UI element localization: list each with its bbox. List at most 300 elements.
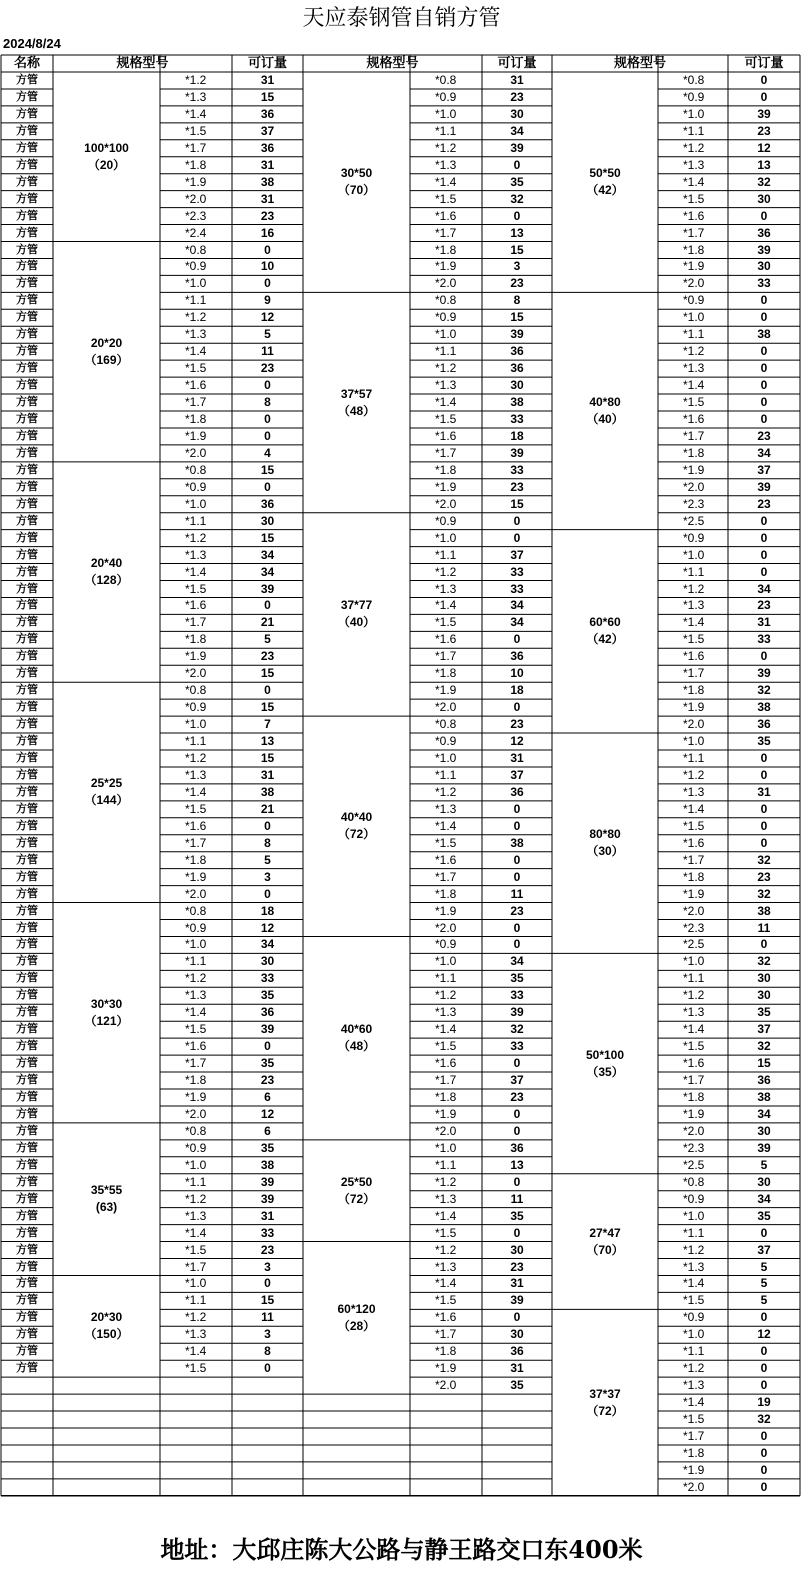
spec-size: 100*100 <box>84 140 129 155</box>
qty-cell <box>482 1445 552 1462</box>
spec-size-cell: *1.7 <box>185 395 207 410</box>
qty-cell: 7 <box>264 717 271 732</box>
row-name: 方管 <box>16 412 38 425</box>
spec-size-cell: *0.9 <box>185 920 207 935</box>
qty-cell: 23 <box>757 496 771 511</box>
spec-size-cell: *1.1 <box>435 1157 457 1172</box>
qty-cell: 0 <box>264 378 271 393</box>
qty-cell: 36 <box>260 140 275 155</box>
spec-size-cell: *1.6 <box>185 378 207 393</box>
qty-cell <box>482 1428 552 1445</box>
spec-size-cell: *1.0 <box>185 937 207 952</box>
spec-size-cell: *1.0 <box>185 1157 207 1172</box>
spec-size-cell: *1.4 <box>683 378 705 393</box>
spec-size-cell: *1.3 <box>683 598 705 613</box>
address-footer: 地址：大邱庄陈大公路与静王路交口东400米 <box>160 1535 643 1564</box>
spec-size-cell: *1.5 <box>683 818 705 833</box>
spec-size-cell: *1.8 <box>683 869 705 884</box>
qty-cell: 34 <box>510 598 524 613</box>
spec-count: （48） <box>337 1039 376 1054</box>
spec-size-cell: *0.9 <box>185 259 207 274</box>
row-name: 方管 <box>16 191 38 205</box>
qty-cell: 33 <box>757 276 771 291</box>
qty-cell: 0 <box>760 1462 768 1477</box>
row-name: 方管 <box>16 1174 38 1188</box>
spec-size-cell: *1.5 <box>185 1361 207 1376</box>
spec-size-cell: *1.7 <box>683 852 705 867</box>
row-name: 方管 <box>16 1344 38 1358</box>
spec-size-cell: *1.6 <box>185 1039 207 1054</box>
spec-size: 80*80 <box>589 827 621 842</box>
qty-cell: 38 <box>757 1090 771 1104</box>
spec-size: 35*55 <box>90 1183 123 1198</box>
spec-size-cell: *2.0 <box>683 1479 705 1494</box>
spec-size-cell: *1.5 <box>435 412 457 426</box>
spec-size-cell: *1.0 <box>435 327 457 342</box>
spec-group-label <box>303 386 410 420</box>
spec-size-cell: *1.6 <box>185 598 207 613</box>
report-date: 2024/8/24 <box>3 36 61 51</box>
qty-cell: 0 <box>513 513 521 528</box>
qty-cell: 33 <box>510 412 524 426</box>
row-name: 方管 <box>16 683 38 697</box>
spec-size-cell: *2.0 <box>185 1106 207 1121</box>
spec-count: （42） <box>586 183 624 198</box>
spec-group-label <box>53 996 160 1030</box>
qty-cell: 19 <box>757 1395 771 1410</box>
row-name: 方管 <box>16 988 38 1002</box>
row-name: 方管 <box>16 496 38 510</box>
qty-cell: 39 <box>510 327 524 342</box>
qty-cell: 35 <box>260 1056 275 1071</box>
qty-cell: 0 <box>760 1445 768 1460</box>
spec-size: 20*30 <box>90 1310 123 1325</box>
spec-count: （48） <box>337 403 376 418</box>
row-name: 方管 <box>16 954 38 968</box>
spec-size-cell: *1.3 <box>435 801 457 816</box>
qty-cell: 38 <box>260 784 275 799</box>
qty-cell: 15 <box>510 496 524 511</box>
spec-size-cell: *1.3 <box>435 157 457 172</box>
qty-cell: 23 <box>510 903 524 918</box>
spec-size-cell: *1.2 <box>185 971 207 986</box>
spec-size-cell: *1.5 <box>435 1039 457 1054</box>
spec-size-cell: *1.9 <box>683 259 705 274</box>
qty-cell: 30 <box>757 988 771 1003</box>
qty-cell: 23 <box>260 208 275 223</box>
spec-size-cell: *1.4 <box>185 1005 207 1020</box>
spec-size-cell: *1.5 <box>683 191 705 206</box>
qty-cell: 15 <box>510 242 524 257</box>
row-name: 方管 <box>16 378 38 392</box>
qty-cell: 11 <box>261 344 274 359</box>
qty-cell: 0 <box>513 937 521 952</box>
spec-size-cell: *1.7 <box>435 1073 457 1088</box>
qty-cell: 36 <box>757 1073 771 1088</box>
spec-size-cell: *1.1 <box>185 293 207 308</box>
spec-size-cell: *2.3 <box>683 920 705 935</box>
qty-cell: 37 <box>510 767 524 782</box>
row-name: 方管 <box>16 428 38 442</box>
spec-size-cell: *0.8 <box>435 73 457 87</box>
qty-cell: 32 <box>757 1039 771 1054</box>
qty-cell: 35 <box>757 734 771 749</box>
spec-size-cell: *1.5 <box>435 1225 457 1240</box>
spec-size-cell: *1.5 <box>185 123 207 138</box>
qty-cell: 13 <box>510 225 524 240</box>
qty-cell: 35 <box>757 1005 771 1020</box>
qty-cell: 36 <box>510 361 524 376</box>
qty-cell: 0 <box>513 632 521 647</box>
spec-group-label <box>53 1182 160 1216</box>
spec-size-cell: *1.9 <box>683 1106 705 1121</box>
spec-size: 50*50 <box>589 166 621 181</box>
row-name: 方管 <box>16 767 38 781</box>
qty-cell: 4 <box>264 445 271 460</box>
spec-size-cell: *1.6 <box>185 818 207 833</box>
qty-cell: 33 <box>260 1225 275 1240</box>
spec-count: （70） <box>586 1242 624 1257</box>
spec-size-cell: *1.4 <box>435 1276 457 1291</box>
spec-size-cell: *1.4 <box>185 344 207 359</box>
spec-count: （70） <box>337 183 376 198</box>
qty-cell: 0 <box>513 801 521 816</box>
qty-cell <box>232 1377 303 1394</box>
qty-cell: 5 <box>264 852 271 867</box>
spec-size-cell <box>160 1377 232 1394</box>
spec-size-cell: *1.0 <box>683 954 705 969</box>
header-qty: 可订量 <box>247 56 287 71</box>
spec-size-cell: *1.1 <box>435 547 457 562</box>
qty-cell: 15 <box>260 1293 275 1308</box>
qty-cell: 0 <box>760 1378 768 1393</box>
spec-size-cell: *1.9 <box>435 903 457 918</box>
qty-cell: 0 <box>513 530 521 545</box>
qty-cell: 36 <box>510 784 524 799</box>
qty-cell: 33 <box>510 564 524 579</box>
spec-size-cell: *1.2 <box>435 361 457 376</box>
qty-cell: 39 <box>260 1191 275 1206</box>
qty-cell: 15 <box>260 530 275 545</box>
row-name: 方管 <box>16 903 38 917</box>
row-name: 方管 <box>16 1090 38 1103</box>
qty-cell: 31 <box>260 191 275 206</box>
qty-cell: 38 <box>757 327 771 342</box>
spec-size-cell: *1.2 <box>185 1310 207 1325</box>
spec-size-cell: *1.9 <box>185 1090 207 1104</box>
row-name: 方管 <box>16 751 38 764</box>
qty-cell: 5 <box>264 632 271 647</box>
spec-size-cell: *1.8 <box>435 886 457 901</box>
qty-cell: 31 <box>757 784 771 799</box>
qty-cell: 30 <box>510 378 524 393</box>
spec-size-cell: *0.8 <box>683 73 705 87</box>
qty-cell: 34 <box>757 1106 771 1121</box>
spec-size-cell: *1.4 <box>185 1344 207 1359</box>
spec-size-cell: *1.4 <box>435 174 457 189</box>
spec-size-cell: *0.8 <box>185 242 207 257</box>
qty-cell: 36 <box>757 225 771 240</box>
row-name: 方管 <box>16 140 38 154</box>
spec-size-cell: *1.2 <box>435 1174 457 1189</box>
row-name: 方管 <box>16 225 38 239</box>
spec-size-cell: *1.3 <box>435 1005 457 1020</box>
spec-size-cell: *1.1 <box>683 971 705 986</box>
spec-group-label <box>552 394 658 428</box>
row-name: 方管 <box>16 1123 38 1137</box>
spec-size-cell: *1.7 <box>683 428 705 443</box>
qty-cell: 0 <box>760 751 768 765</box>
spec-size-cell: *1.2 <box>435 1242 457 1257</box>
qty-cell: 12 <box>757 140 771 155</box>
qty-cell: 33 <box>510 581 524 596</box>
qty-cell: 37 <box>757 1022 771 1037</box>
qty-cell: 23 <box>757 869 771 884</box>
qty-cell: 31 <box>260 157 275 172</box>
row-name: 方管 <box>16 1191 38 1205</box>
row-name: 方管 <box>16 649 38 663</box>
spec-size-cell: *1.7 <box>185 140 207 155</box>
spec-size-cell: *1.3 <box>683 784 705 799</box>
qty-cell: 34 <box>260 937 275 952</box>
spec-size-cell: *1.1 <box>683 1344 705 1359</box>
spec-size-cell: *2.3 <box>185 208 207 223</box>
qty-cell: 36 <box>260 496 275 511</box>
spec-size-cell: *1.4 <box>435 818 457 833</box>
spec-size-cell: *1.4 <box>683 1395 705 1410</box>
qty-cell: 23 <box>260 649 275 664</box>
spec-size-cell: *1.2 <box>435 564 457 579</box>
qty-cell: 23 <box>510 717 524 732</box>
qty-cell: 36 <box>510 344 524 359</box>
qty-cell: 13 <box>757 157 771 172</box>
qty-cell: 37 <box>260 123 275 138</box>
qty-cell: 34 <box>757 445 771 460</box>
spec-size-cell: *2.0 <box>435 920 457 935</box>
spec-size-cell: *0.9 <box>683 293 705 308</box>
qty-cell: 38 <box>260 174 275 189</box>
spec-size-cell: *1.7 <box>435 869 457 884</box>
qty-cell: 11 <box>510 886 524 901</box>
row-name: 方管 <box>16 1276 38 1290</box>
qty-cell: 0 <box>513 1106 521 1121</box>
qty-cell: 32 <box>757 886 771 901</box>
spec-size-cell: *2.0 <box>185 191 207 206</box>
spec-count: （35） <box>586 1064 624 1079</box>
qty-cell: 38 <box>757 700 771 715</box>
spec-size-cell: *1.2 <box>185 530 207 545</box>
row-name: 方管 <box>16 1293 38 1307</box>
spec-size-cell: *1.3 <box>185 89 207 104</box>
qty-cell <box>482 1462 552 1479</box>
qty-cell: 0 <box>760 310 768 325</box>
spec-size-cell: *1.9 <box>435 1361 457 1376</box>
spec-count: （144） <box>84 793 129 808</box>
qty-cell: 23 <box>757 598 771 613</box>
qty-cell: 35 <box>510 971 524 986</box>
spec-size-cell: *2.0 <box>435 496 457 511</box>
qty-cell: 39 <box>757 106 771 121</box>
qty-cell: 33 <box>510 1039 524 1054</box>
qty-cell: 34 <box>260 547 275 562</box>
spec-count: （42） <box>586 632 624 647</box>
qty-cell: 0 <box>513 920 521 935</box>
qty-cell: 39 <box>510 1293 524 1308</box>
qty-cell: 33 <box>757 632 771 647</box>
qty-cell: 0 <box>760 361 768 376</box>
spec-size: 40*40 <box>340 810 373 825</box>
qty-cell: 0 <box>264 276 271 291</box>
spec-group-label <box>303 809 410 843</box>
spec-size: 37*57 <box>340 386 373 401</box>
qty-cell: 15 <box>260 462 275 477</box>
qty-cell: 0 <box>760 1479 768 1494</box>
qty-cell: 6 <box>264 1090 271 1104</box>
qty-cell: 34 <box>757 581 771 596</box>
qty-cell: 0 <box>760 293 768 308</box>
spec-size-cell: *1.9 <box>185 869 207 884</box>
qty-cell: 0 <box>264 818 271 833</box>
spec-size-cell: *1.0 <box>683 106 705 121</box>
spec-size-cell: *1.1 <box>185 1293 207 1308</box>
spec-size-cell: *1.1 <box>185 734 207 749</box>
qty-cell: 23 <box>757 123 771 138</box>
spec-size-cell: *1.0 <box>435 751 457 765</box>
qty-cell: 38 <box>510 395 524 410</box>
spec-size-cell: *1.8 <box>185 1073 207 1088</box>
qty-cell: 36 <box>757 717 771 732</box>
spec-size-cell: *1.0 <box>435 530 457 545</box>
row-name: 方管 <box>16 1208 38 1222</box>
spec-size-cell: *0.9 <box>185 700 207 715</box>
spec-size-cell: *2.0 <box>435 1378 457 1393</box>
spec-size-cell: *1.6 <box>683 412 705 426</box>
spec-size: 30*30 <box>90 996 123 1011</box>
spec-size-cell: *1.5 <box>683 1293 705 1308</box>
spec-size-cell: *0.8 <box>435 717 457 732</box>
qty-cell: 0 <box>760 835 768 850</box>
spec-size-cell: *2.0 <box>683 903 705 918</box>
spec-size-cell: *1.4 <box>435 598 457 613</box>
spec-size-cell: *2.0 <box>435 276 457 291</box>
qty-cell: 31 <box>757 615 771 630</box>
row-name <box>1 1462 53 1479</box>
qty-cell: 35 <box>260 988 275 1003</box>
spec-size-cell: *1.9 <box>435 1106 457 1121</box>
spec-size-cell: *1.5 <box>185 801 207 816</box>
spec-group-label <box>552 826 658 860</box>
spec-size-cell: *1.3 <box>435 378 457 393</box>
row-name: 方管 <box>16 1225 38 1239</box>
qty-cell: 30 <box>757 971 771 986</box>
row-name: 方管 <box>16 852 38 866</box>
qty-cell: 31 <box>510 73 524 87</box>
spec-size-cell: *1.6 <box>435 1310 457 1325</box>
spec-size-cell: *2.0 <box>435 1123 457 1138</box>
spec-size-cell: *1.4 <box>683 1022 705 1037</box>
qty-cell: 23 <box>260 1242 275 1257</box>
spec-size: 25*25 <box>90 776 123 791</box>
qty-cell: 23 <box>510 1090 524 1104</box>
qty-cell: 0 <box>760 547 768 562</box>
qty-cell: 13 <box>260 734 275 749</box>
spec-size-cell: *0.8 <box>185 683 207 698</box>
spec-size-cell: *1.2 <box>435 988 457 1003</box>
spec-group-label <box>53 1309 160 1343</box>
spec-size-cell: *1.8 <box>435 462 457 477</box>
qty-cell <box>232 1394 303 1411</box>
spec-size-cell: *1.9 <box>683 462 705 477</box>
spec-size-cell: *1.0 <box>683 1208 705 1223</box>
spec-size-cell: *1.3 <box>683 1378 705 1393</box>
spec-size-cell: *1.8 <box>435 242 457 257</box>
qty-cell: 0 <box>760 344 768 359</box>
spec-size-cell: *1.1 <box>435 767 457 782</box>
row-name: 方管 <box>16 1140 38 1154</box>
qty-cell: 38 <box>510 835 524 850</box>
spec-size-cell: *1.4 <box>185 1225 207 1240</box>
spec-size: 60*60 <box>589 615 621 630</box>
qty-cell: 8 <box>513 293 521 308</box>
spec-size-cell: *1.2 <box>683 1242 705 1257</box>
spec-size-cell: *2.0 <box>683 479 705 494</box>
spec-size-cell: *1.2 <box>185 1191 207 1206</box>
spec-size-cell: *0.8 <box>435 293 457 308</box>
qty-cell: 8 <box>264 395 271 410</box>
spec-size-cell: *1.4 <box>185 106 207 121</box>
row-name: 方管 <box>16 513 38 527</box>
qty-cell: 30 <box>260 513 275 528</box>
row-name: 方管 <box>16 1361 38 1375</box>
spec-size-cell: *2.5 <box>683 1157 705 1172</box>
spec-size-cell: *0.8 <box>185 903 207 918</box>
page-title: 天应泰钢管自销方管 <box>302 6 501 31</box>
spec-group-label <box>552 165 658 199</box>
row-name: 方管 <box>16 1259 38 1273</box>
qty-cell: 31 <box>510 751 524 765</box>
spec-group-label <box>303 1021 410 1055</box>
row-name: 方管 <box>16 293 38 307</box>
row-name: 方管 <box>16 310 38 324</box>
spec-size-cell: *1.9 <box>435 683 457 698</box>
spec-size-cell: *1.9 <box>185 649 207 664</box>
row-name: 方管 <box>16 598 38 612</box>
spec-size-cell: *1.0 <box>435 1140 457 1155</box>
qty-cell: 36 <box>510 649 524 664</box>
spec-size-cell: *1.3 <box>683 1005 705 1020</box>
spec-size-cell: *0.9 <box>683 1310 705 1325</box>
spec-size-cell <box>160 1479 232 1496</box>
spec-count: （72） <box>337 1191 376 1206</box>
qty-cell: 5 <box>760 1276 768 1291</box>
spec-size-cell: *1.5 <box>683 395 705 410</box>
spec-size-cell: *1.7 <box>683 225 705 240</box>
qty-cell: 12 <box>260 310 275 325</box>
spec-size-cell: *1.3 <box>683 1259 705 1274</box>
qty-cell: 31 <box>260 767 275 782</box>
qty-cell: 8 <box>264 835 271 850</box>
row-name: 方管 <box>16 1242 38 1256</box>
spec-size-cell <box>160 1394 232 1411</box>
qty-cell: 18 <box>510 428 524 443</box>
qty-cell: 35 <box>757 1208 771 1223</box>
qty-cell: 0 <box>264 479 271 494</box>
qty-cell: 39 <box>260 581 275 596</box>
qty-cell: 0 <box>760 1344 768 1359</box>
row-name: 方管 <box>16 920 38 934</box>
spec-size-cell: *1.3 <box>435 581 457 596</box>
spec-size-cell <box>410 1445 482 1462</box>
